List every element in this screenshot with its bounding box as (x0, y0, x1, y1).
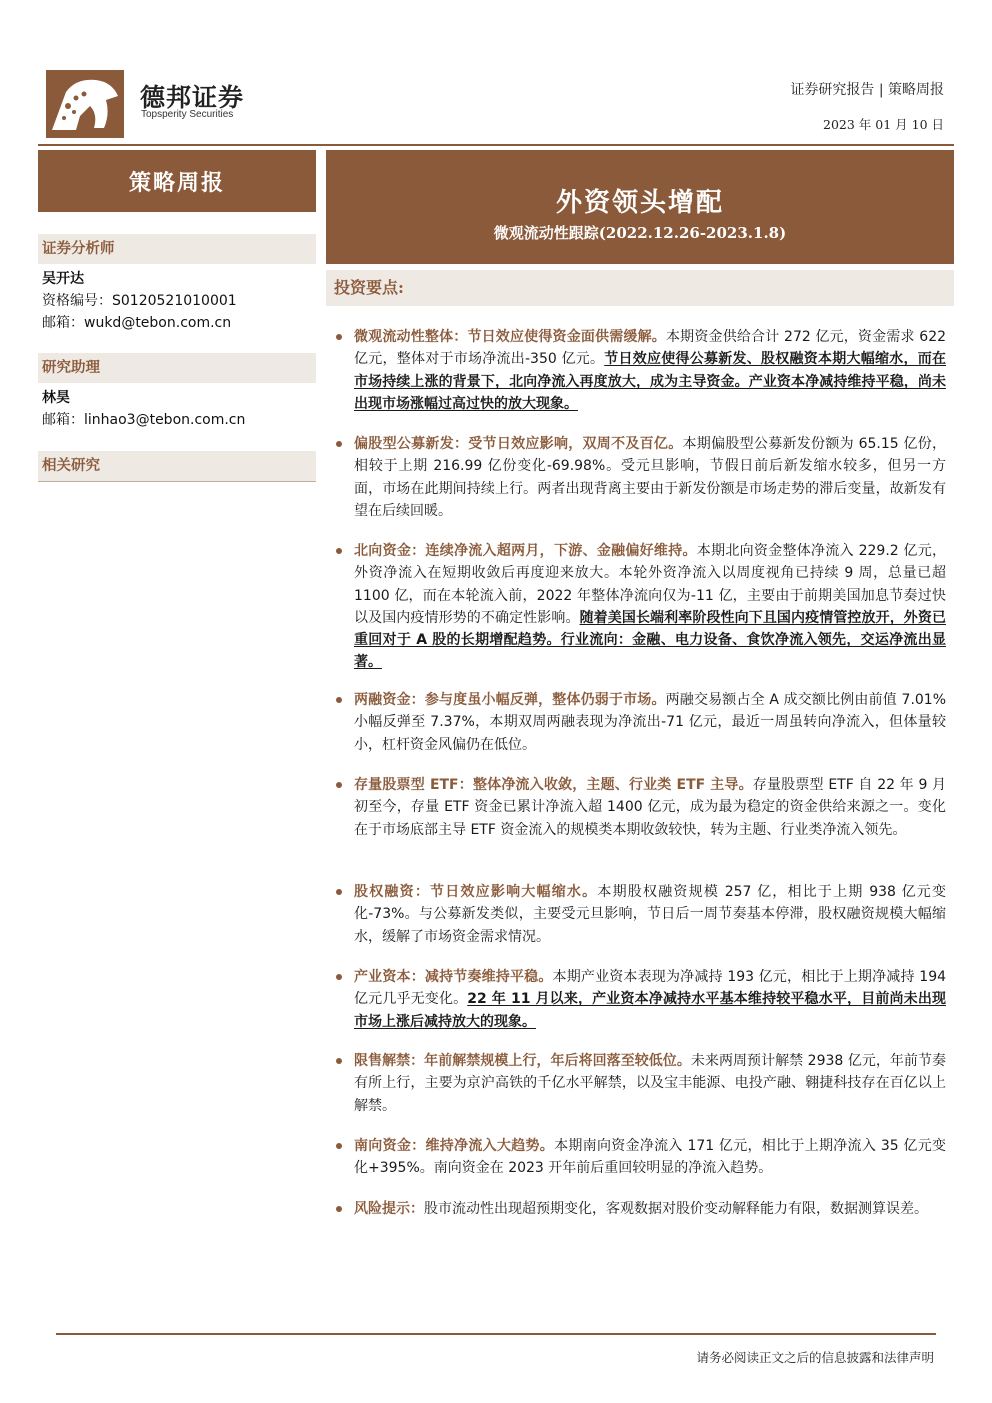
column-title: 策略周报 (38, 150, 316, 212)
report-subtitle: 微观流动性跟踪(2022.12.26-2023.1.8) (493, 224, 787, 242)
bullet-item (336, 1198, 946, 1220)
bullet-item (336, 540, 946, 674)
bullet-heading: 偏股型公募新发：受节日效应影响，双周不及百亿。 (354, 436, 683, 452)
bullet-heading: 风险提示： (354, 1201, 424, 1217)
assistant-name: 林昊 (42, 390, 70, 406)
title-banner (326, 150, 954, 264)
bullet-dot-icon (336, 889, 342, 895)
bullet-text: 本期偏股型公募新发份额为 65.15 亿份，相较于上期 216.99 亿份变化-69.98%。受元旦影响，节假日前后新发缩水较多，但另一方面，市场在此期间持续上行。两者出现背离主要由于新发份额是市场走势的滞后变量，故新发有望在后续回暖。 (354, 436, 946, 519)
key-points-label: 投资要点: (326, 270, 954, 306)
bullet-emphasis: 22 年 11 月以来，产业资本净减持水平基本维持较平稳水平，目前尚未出现市场上涨后减持放大的现象。 (354, 991, 946, 1030)
related-section-label: 相关研究 (38, 451, 316, 481)
bullet-emphasis: 节日效应使得公募新发、股权融资本期大幅缩水，而在市场持续上涨的背景下，北向净流入再度放大，成为主导资金。产业资本净减持维持平稳，尚未出现市场涨幅过高过快的放大现象。 (354, 351, 946, 412)
bullet-heading: 股权融资：节日效应影响大幅缩水。 (354, 884, 598, 900)
bullet-item (336, 774, 946, 841)
bullet-text: 本期南向资金净流入 171 亿元，相比于上期净流入 35 亿元变化+395%。南向资金在 2023 开年前后重回较明显的净流入趋势。 (354, 1138, 947, 1177)
bullet-heading: 限售解禁：年前解禁规模上行，年后将回落至较低位。 (354, 1053, 691, 1069)
bullet-text: 本期产业资本表现为净减持 193 亿元，相比于上期净减持 194 亿元几乎无变化。 (354, 969, 947, 1008)
bullet-dot-icon (336, 1058, 342, 1064)
bullet-dot-icon (336, 1143, 342, 1149)
bullet-item (336, 966, 946, 1033)
bullet-emphasis: 随着美国长端利率阶段性向下且国内疫情管控放开，外资已重回对于 A 股的长期增配趋势。行业流向：金融、电力设备、食饮净流入领先，交运净流出显著。 (354, 609, 947, 671)
header-divider (38, 144, 954, 146)
bullet-text: 本期股权融资规模 257 亿，相比于上期 938 亿元变化-73%。与公募新发类似，主要受元旦影响，节日后一周节奏基本停滞，股权融资规模大幅缩水，缓解了市场资金需求情况。 (354, 884, 947, 945)
bullet-dot-icon (336, 974, 342, 980)
report-title: 外资领头增配 (555, 188, 724, 218)
bullet-heading: 北向资金：连续净流入超两月，下游、金融偏好维持。 (354, 543, 697, 559)
bullet-text: 本期北向资金整体净流入 229.2 亿元，外资净流入在短期收敛后再度迎来放大。本轮外资净流入以周度视角已持续 9 周，总量已超 1100 亿，而在本轮流入前，2022 年整体净流向仅为-11 亿，主要由于前期美国加息节奏过快以及国内疫情形势的不确定性影响。 (354, 543, 946, 626)
related-divider (38, 481, 316, 482)
bullet-heading: 微观流动性整体：节日效应使得资金面供需缓解。 (354, 329, 666, 345)
bullet-item (336, 1135, 946, 1180)
bullet-heading: 产业资本：减持节奏维持平稳。 (354, 969, 553, 985)
bullet-dot-icon (336, 697, 342, 703)
brand-name-en: Topsperity Securities (141, 109, 234, 120)
bullet-item (336, 1050, 946, 1117)
bullet-dot-icon (336, 334, 342, 340)
analyst-cert: 资格编号：S0120521010001 (42, 293, 237, 309)
bullet-item (336, 881, 946, 948)
bullet-text: 未来两周预计解禁 2938 亿元，年前节奏有所上行，主要为京沪高铁的千亿水平解禁，以及宝丰能源、电投产融、翱捷科技存在百亿以上解禁。 (354, 1053, 947, 1114)
assistant-email[interactable]: 邮箱：linhao3@tebon.com.cn (42, 412, 246, 428)
analyst-name: 吴开达 (42, 271, 84, 287)
report-date: 2023 年 01 月 10 日 (823, 117, 944, 132)
analyst-section-label: 证券分析师 (38, 234, 316, 264)
bullet-item (336, 326, 946, 415)
bullet-text: 股市流动性出现超预期变化，客观数据对股价变动解释能力有限，数据测算误差。 (424, 1201, 928, 1217)
bullet-heading: 南向资金：维持净流入大趋势。 (354, 1138, 555, 1154)
footer-divider (56, 1333, 936, 1335)
bullet-dot-icon (336, 1206, 342, 1212)
brand-name-cn: 德邦证券 (140, 83, 245, 112)
bullet-dot-icon (336, 782, 342, 788)
analyst-email[interactable]: 邮箱：wukd@tebon.com.cn (42, 315, 232, 331)
assistant-section-label: 研究助理 (38, 353, 316, 383)
bullet-item (336, 433, 946, 522)
bullet-item (336, 689, 946, 756)
company-logo (46, 70, 124, 138)
bullet-text: 存量股票型 ETF 自 22 年 9 月初至今，存量 ETF 资金已累计净流入超 1400 亿元，成为最为稳定的资金供给来源之一。变化在于市场底部主导 ETF 资金流入的规模类本期收敛较快，转为主题、行业类净流入领先。 (354, 777, 946, 838)
footer-disclaimer: 请务必阅读正文之后的信息披露和法律声明 (696, 1350, 934, 1365)
bullet-text: 两融交易额占全 A 成交额比例由前值 7.01%小幅反弹至 7.37%，本期双周两融表现为净流出-71 亿元，最近一周虽转向净流入，但体量较小，杠杆资金风偏仍在低位。 (354, 692, 947, 753)
report-type: 证券研究报告 | 策略周报 (790, 82, 944, 98)
bullet-dot-icon (336, 548, 342, 554)
bullet-text: 本期资金供给合计 272 亿元，资金需求 622 亿元，整体对于市场净流出-350 亿元。 (354, 329, 947, 368)
bullet-dot-icon (336, 441, 342, 447)
bullet-heading: 存量股票型 ETF：整体净流入收敛，主题、行业类 ETF 主导。 (354, 777, 753, 793)
bullet-heading: 两融资金：参与度虽小幅反弹，整体仍弱于市场。 (354, 692, 666, 708)
